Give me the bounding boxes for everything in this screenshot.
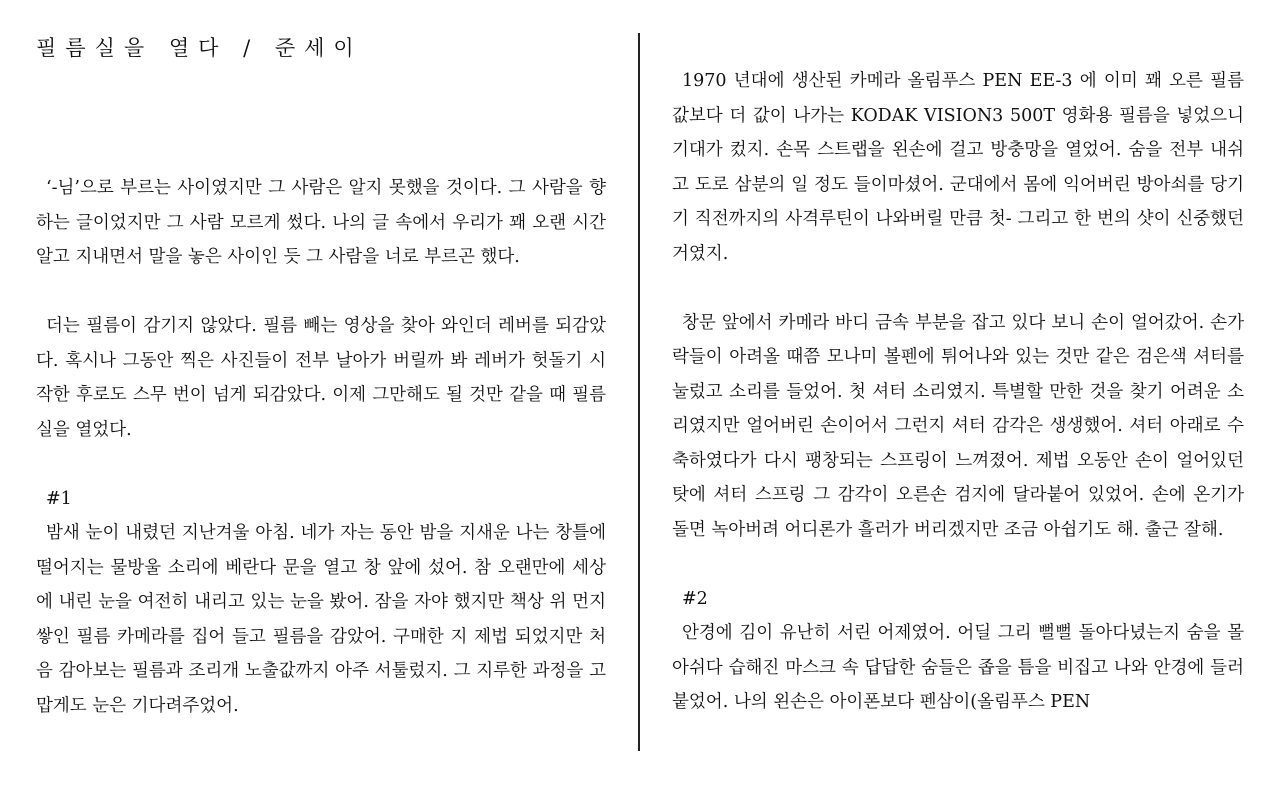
paragraph: 더는 필름이 감기지 않았다. 필름 빼는 영상을 찾아 와인더 레버를 되감았다. 혹시나 그동안 찍은 사진들이 전부 날아가 버릴까 봐 레버가 헛돌기 시작한 후로도 스무 번이 넘게 되감았다. 이제 그만해도 될 것만 같을 때 필름실을 열었다. (36, 316, 606, 440)
paragraph: 안경에 김이 유난히 서린 어제였어. 어딜 그리 뻘뻘 돌아다녔는지 숨을 몰아쉬다 습해진 마스크 속 답답한 숨들은 좁을 틈을 비집고 나와 안경에 들러붙었어. 나의 왼손은 아이폰보다 펜삼이(올림푸스 PEN (672, 623, 1244, 712)
column-divider (638, 33, 640, 751)
left-column (36, 171, 606, 723)
paragraph: ‘-님’으로 부르는 사이였지만 그 사람은 알지 못했을 것이다. 그 사람을 향하는 글이었지만 그 사람 모르게 썼다. 나의 글 속에서 우리가 꽤 오랜 시간 알고 지내면서 말을 놓은 사이인 듯 그 사람을 너로 부르곤 했다. (36, 178, 606, 267)
paragraph-gap (672, 547, 1244, 582)
paragraph-gap (672, 271, 1244, 306)
section-heading: #1 (46, 488, 72, 509)
paragraph-gap (36, 447, 606, 482)
paragraph: 창문 앞에서 카메라 바디 금속 부분을 잡고 있다 보니 손이 얼어갔어. 손가락들이 아려올 때쯤 모나미 볼펜에 튀어나와 있는 것만 같은 검은색 셔터를 눌렀고 소리를 들었어. 첫 셔터 소리였지. 특별할 만한 것을 찾기 어려운 소리였지만 얼어버린 손이어서 그런지 셔터 감각은 생생했어. 셔터 아래로 수축하였다가 다시 팽창되는 스프링이 느껴졌어. 제법 오동안 손이 얼어있던 탓에 셔터 스프링 그 감각이 오른손 검지에 달라붙어 있었어. 손에 온기가 돌면 녹아버려 어디론가 흘러가 버리겠지만 조금 아쉽기도 해. 출근 잘해. (672, 312, 1244, 540)
section-heading: #2 (682, 588, 708, 609)
right-column (672, 64, 1244, 720)
paragraph-gap (36, 275, 606, 310)
page-title: 필름실을 열다 / 준세이 (36, 36, 363, 60)
paragraph: 1970 년대에 생산된 카메라 올림푸스 PEN EE-3 에 이미 꽤 오른 필름 값보다 더 값이 나가는 KODAK VISION3 500T 영화용 필름을 넣었으니 기대가 컸지. 손목 스트랩을 왼손에 걸고 방충망을 열었어. 숨을 전부 내쉬고 도로 삼분의 일 정도 들이마셨어. 군대에서 몸에 익어버린 방아쇠를 당기기 직전까지의 사격루틴이 나와버릴 만큼 첫- 그리고 한 번의 샷이 신중했던 거였지. (672, 71, 1244, 264)
paragraph: 밤새 눈이 내렸던 지난겨울 아침. 네가 자는 동안 밤을 지새운 나는 창틀에 떨어지는 물방울 소리에 베란다 문을 열고 창 앞에 섰어. 참 오랜만에 세상에 내린 눈을 여전히 내리고 있는 눈을 봤어. 잠을 자야 했지만 책상 위 먼지 쌓인 필름 카메라를 집어 들고 필름을 감았어. 구매한 지 제법 되었지만 처음 감아보는 필름과 조리개 노출값까지 아주 서툴렀지. 그 지루한 과정을 고맙게도 눈은 기다려주었어. (36, 523, 606, 716)
